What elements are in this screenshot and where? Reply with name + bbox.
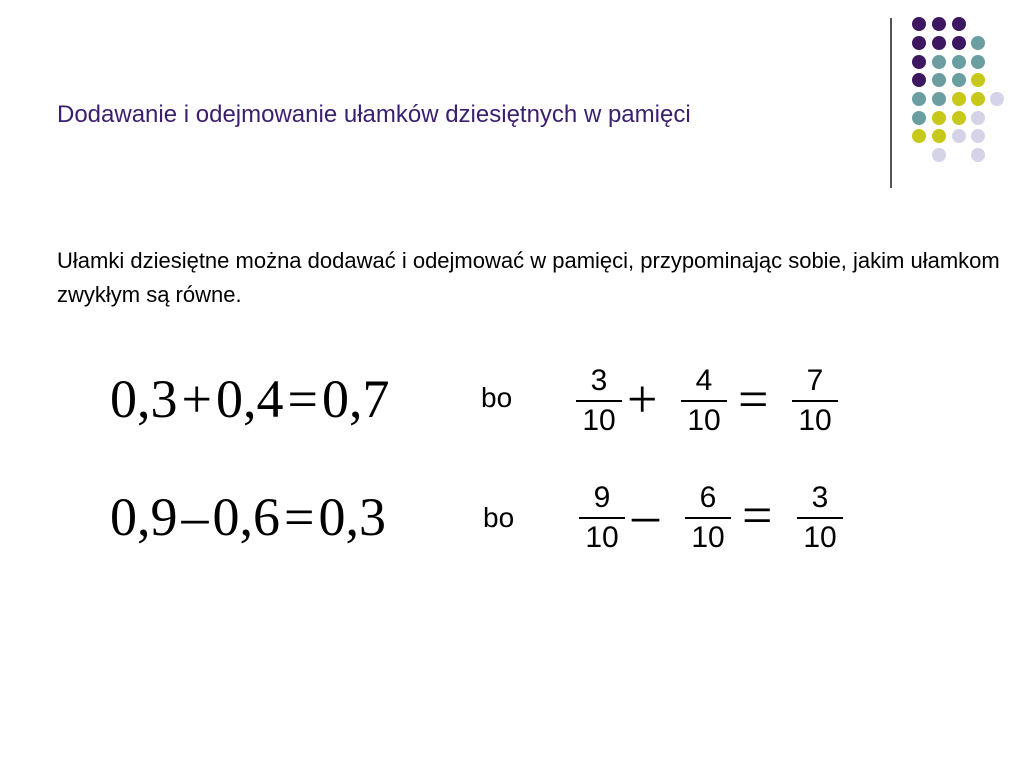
dot — [952, 111, 966, 125]
result: 0,3 — [318, 487, 386, 547]
operand-b: 0,4 — [215, 369, 284, 429]
dot — [932, 36, 946, 50]
dot — [990, 92, 1004, 106]
dot — [952, 55, 966, 69]
denominator: 10 — [798, 404, 832, 437]
dot — [952, 36, 966, 50]
fraction-1 — [577, 481, 627, 555]
fraction-bar — [576, 400, 622, 402]
dot — [932, 92, 946, 106]
decorative-dot-grid — [0, 0, 1024, 200]
numerator: 7 — [806, 364, 824, 397]
fraction-3 — [795, 481, 845, 555]
denominator: 10 — [687, 404, 721, 437]
dot — [912, 36, 926, 50]
dot — [912, 129, 926, 143]
fraction-operator: – — [632, 485, 659, 545]
decimal-equation-1 — [110, 369, 390, 429]
because-label: bo — [483, 502, 515, 533]
fraction-2 — [679, 364, 729, 438]
equals-sign: = — [284, 487, 315, 547]
numerator: 3 — [590, 364, 608, 397]
dot — [932, 17, 946, 31]
slide-title: Dodawanie i odejmowanie ułamków dziesiętnych w pamięci — [57, 101, 691, 128]
fraction-bar — [685, 517, 731, 519]
operator: – — [181, 487, 209, 547]
dot — [952, 17, 966, 31]
dot — [971, 111, 985, 125]
operand-b: 0,6 — [212, 487, 280, 547]
decimal-equation-2 — [110, 487, 386, 547]
operand-a: 0,3 — [110, 369, 178, 429]
dot — [912, 92, 926, 106]
because-label: bo — [481, 382, 513, 413]
equals-sign: = — [287, 369, 318, 429]
dot — [971, 148, 985, 162]
fraction-bar — [579, 517, 625, 519]
denominator: 10 — [585, 521, 619, 554]
dot — [912, 111, 926, 125]
fraction-bar — [681, 400, 727, 402]
dot — [971, 129, 985, 143]
denominator: 10 — [582, 404, 616, 437]
dot — [971, 92, 985, 106]
dot — [932, 111, 946, 125]
dot — [932, 55, 946, 69]
fraction-bar — [797, 517, 843, 519]
fraction-equals-sign: = — [738, 369, 769, 429]
fraction-2 — [683, 481, 733, 555]
fraction-1 — [574, 364, 624, 438]
dot — [932, 73, 946, 87]
fraction-operator: + — [627, 369, 658, 429]
operand-a: 0,9 — [110, 487, 178, 547]
fraction-equals-sign: = — [742, 485, 773, 545]
numerator: 6 — [699, 481, 717, 514]
numerator: 4 — [695, 364, 713, 397]
dot — [912, 73, 926, 87]
fraction-bar — [792, 400, 838, 402]
dot — [971, 73, 985, 87]
slide-body-text: Ułamki dziesiętne można dodawać i odejmować w pamięci, przypominając sobie, jakim ułamkom zwykłym są równe. — [57, 248, 1000, 307]
dot — [952, 129, 966, 143]
operator: + — [181, 369, 212, 429]
dot — [932, 129, 946, 143]
denominator: 10 — [691, 521, 725, 554]
denominator: 10 — [803, 521, 837, 554]
vertical-divider — [890, 18, 892, 188]
dot — [952, 92, 966, 106]
numerator: 9 — [593, 481, 611, 514]
dot — [932, 148, 946, 162]
fraction-3 — [790, 364, 840, 438]
result: 0,7 — [321, 369, 390, 429]
dot — [912, 17, 926, 31]
dot — [971, 36, 985, 50]
dot — [952, 73, 966, 87]
dot — [971, 55, 985, 69]
dot — [912, 55, 926, 69]
numerator: 3 — [811, 481, 829, 514]
